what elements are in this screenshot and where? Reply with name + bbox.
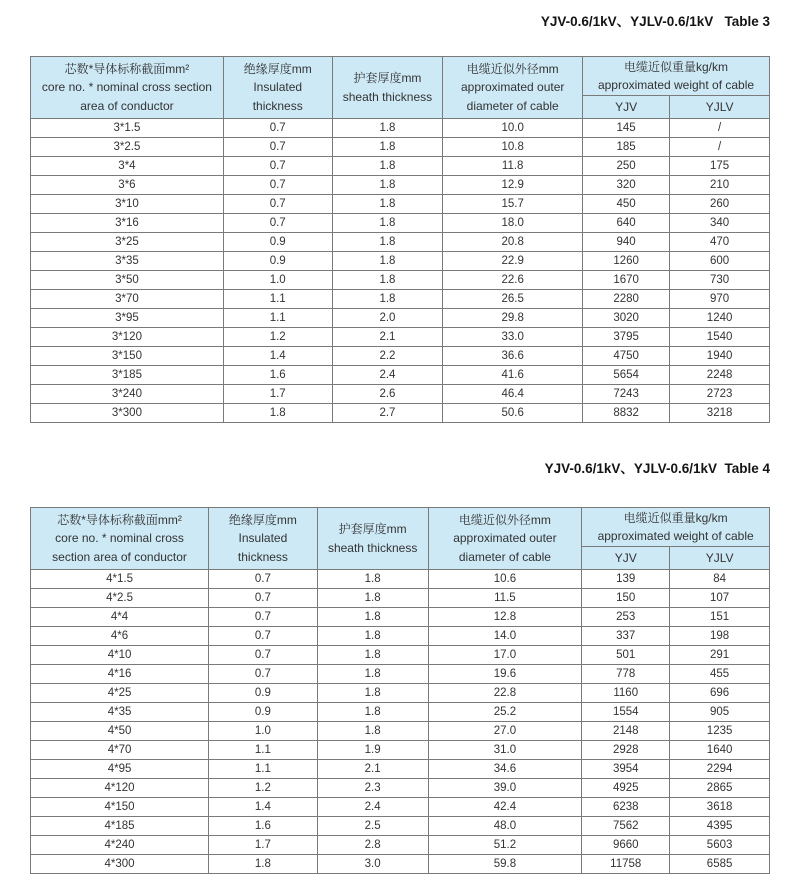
cable-spec-table-3 <box>30 56 770 423</box>
col-core-cross-section <box>31 508 209 570</box>
table-cell: 2.0 <box>332 309 443 328</box>
col-group-approx-weight <box>583 57 770 96</box>
table-cell: 1.8 <box>317 703 428 722</box>
header-line: approximated outer <box>460 80 565 95</box>
table-cell: 1.8 <box>332 157 443 176</box>
table-row <box>31 817 770 836</box>
table-cell: 1.4 <box>209 798 318 817</box>
table-cell: 1.8 <box>317 684 428 703</box>
table-row <box>31 347 770 366</box>
table-cell: 1.8 <box>317 646 428 665</box>
table-cell: 4*95 <box>31 760 209 779</box>
table-cell: 139 <box>582 570 670 589</box>
table-cell: 1.2 <box>223 328 332 347</box>
table-cell: 0.9 <box>209 684 318 703</box>
table-cell: 51.2 <box>428 836 582 855</box>
table-cell: 1.8 <box>332 252 443 271</box>
table-cell: 455 <box>670 665 770 684</box>
table-cell: 4*35 <box>31 703 209 722</box>
table-cell: 1235 <box>670 722 770 741</box>
table-cell: 1.8 <box>332 271 443 290</box>
table-cell: 0.7 <box>223 138 332 157</box>
table-cell: 3*150 <box>31 347 224 366</box>
table-cell: 2280 <box>583 290 670 309</box>
table-cell: / <box>670 138 770 157</box>
table-cell: 4*240 <box>31 836 209 855</box>
table-cell: 1540 <box>670 328 770 347</box>
table-row <box>31 741 770 760</box>
table-row <box>31 214 770 233</box>
table-cell: 3218 <box>670 404 770 423</box>
table-cell: 337 <box>582 627 670 646</box>
table-cell: 0.7 <box>209 646 318 665</box>
table-cell: 150 <box>582 589 670 608</box>
header-line: approximated weight of cable <box>597 78 755 92</box>
header-line: 芯数*导体标称截面mm² <box>64 61 190 76</box>
table-cell: 8832 <box>583 404 670 423</box>
table-cell: 107 <box>670 589 770 608</box>
table-cell: 2.6 <box>332 385 443 404</box>
table-row <box>31 328 770 347</box>
table-cell: 2.1 <box>317 760 428 779</box>
table-cell: 2148 <box>582 722 670 741</box>
table-cell: 151 <box>670 608 770 627</box>
table-cell: 3.0 <box>317 855 428 874</box>
table-row <box>31 836 770 855</box>
table-cell: 12.9 <box>443 176 583 195</box>
table-cell: 1160 <box>582 684 670 703</box>
table-cell: 1.8 <box>317 722 428 741</box>
table-cell: 145 <box>583 119 670 138</box>
table-cell: 14.0 <box>428 627 582 646</box>
table-cell: 4*300 <box>31 855 209 874</box>
table-cell: 198 <box>670 627 770 646</box>
table-cell: 253 <box>582 608 670 627</box>
table-cell: 291 <box>670 646 770 665</box>
table-row <box>31 608 770 627</box>
table-cell: 6238 <box>582 798 670 817</box>
header-line: area of conductor <box>80 98 174 113</box>
table-cell: 11.5 <box>428 589 582 608</box>
table-cell: 185 <box>583 138 670 157</box>
table-cell: 1.8 <box>332 176 443 195</box>
table-cell: 29.8 <box>443 309 583 328</box>
table-cell: 2928 <box>582 741 670 760</box>
table-cell: 260 <box>670 195 770 214</box>
table-cell: 25.2 <box>428 703 582 722</box>
table-cell: 1.8 <box>332 138 443 157</box>
table-cell: 0.7 <box>223 119 332 138</box>
table-cell: 4395 <box>670 817 770 836</box>
table4-title: YJV-0.6/1kV、YJLV-0.6/1kV Table 4 <box>544 461 770 476</box>
col-group-approx-weight <box>582 508 770 547</box>
table-cell: 1.1 <box>209 741 318 760</box>
subcol-yjlv: YJLV <box>670 96 770 119</box>
table-cell: 1.1 <box>209 760 318 779</box>
table-cell: 41.6 <box>443 366 583 385</box>
table-cell: 5654 <box>583 366 670 385</box>
table-cell: 2.8 <box>317 836 428 855</box>
table-cell: 1.2 <box>209 779 318 798</box>
table-cell: 1.8 <box>317 570 428 589</box>
header-line: 护套厚度mm <box>353 71 422 85</box>
header-line: thickness <box>252 98 303 113</box>
table-cell: 1.8 <box>332 195 443 214</box>
table-cell: 210 <box>670 176 770 195</box>
header-line: 电缆近似重量kg/km <box>623 510 728 525</box>
header-line: 芯数*导体标称截面mm² <box>57 512 182 527</box>
table-cell: 1240 <box>670 309 770 328</box>
table-cell: 175 <box>670 157 770 176</box>
table-cell: 3*4 <box>31 157 224 176</box>
table-cell: / <box>670 119 770 138</box>
table-cell: 2.3 <box>317 779 428 798</box>
table-cell: 2.4 <box>332 366 443 385</box>
table-cell: 7243 <box>583 385 670 404</box>
header-line: diameter of cable <box>466 98 559 113</box>
table-cell: 1.8 <box>332 290 443 309</box>
table-cell: 2294 <box>670 760 770 779</box>
table-cell: 31.0 <box>428 741 582 760</box>
header-line: sheath thickness <box>327 540 418 555</box>
table-cell: 12.8 <box>428 608 582 627</box>
table-cell: 1.8 <box>317 608 428 627</box>
table-cell: 10.8 <box>443 138 583 157</box>
header-line: 电缆近似重量kg/km <box>624 59 729 74</box>
table-cell: 3*16 <box>31 214 224 233</box>
table-row <box>31 703 770 722</box>
table-row <box>31 252 770 271</box>
table-cell: 1.7 <box>223 385 332 404</box>
table-cell: 1.0 <box>223 271 332 290</box>
subcol-yjv: YJV <box>583 96 670 119</box>
table-row <box>31 119 770 138</box>
table-cell: 1.8 <box>332 233 443 252</box>
table-cell: 0.7 <box>209 608 318 627</box>
header-line: thickness <box>237 549 288 564</box>
header-line: 绝缘厚度mm <box>228 512 297 527</box>
table-cell: 11.8 <box>443 157 583 176</box>
table-cell: 0.7 <box>209 665 318 684</box>
table-cell: 4750 <box>583 347 670 366</box>
table-cell: 2248 <box>670 366 770 385</box>
col-sheath-thickness <box>317 508 428 570</box>
table-cell: 10.6 <box>428 570 582 589</box>
table-cell: 340 <box>670 214 770 233</box>
table-row <box>31 779 770 798</box>
table-cell: 3618 <box>670 798 770 817</box>
table-cell: 5603 <box>670 836 770 855</box>
table-cell: 3*25 <box>31 233 224 252</box>
table-cell: 18.0 <box>443 214 583 233</box>
table-cell: 1.8 <box>317 665 428 684</box>
table-cell: 4925 <box>582 779 670 798</box>
table-cell: 26.5 <box>443 290 583 309</box>
table-cell: 34.6 <box>428 760 582 779</box>
table-cell: 970 <box>670 290 770 309</box>
header-line: core no. * nominal cross section <box>41 80 212 95</box>
table-cell: 4*2.5 <box>31 589 209 608</box>
table-cell: 4*150 <box>31 798 209 817</box>
table-cell: 3*70 <box>31 290 224 309</box>
table-cell: 6585 <box>670 855 770 874</box>
table-row <box>31 627 770 646</box>
header-line: core no. * nominal cross <box>55 531 184 546</box>
table-cell: 7562 <box>582 817 670 836</box>
table-cell: 11758 <box>582 855 670 874</box>
subcol-yjv: YJV <box>582 547 670 570</box>
table-row <box>31 855 770 874</box>
table-cell: 1.8 <box>317 589 428 608</box>
table-row <box>31 570 770 589</box>
table-cell: 501 <box>582 646 670 665</box>
table-cell: 1940 <box>670 347 770 366</box>
table-cell: 320 <box>583 176 670 195</box>
table-cell: 0.7 <box>223 195 332 214</box>
table-row <box>31 157 770 176</box>
col-sheath-thickness <box>332 57 443 119</box>
table-cell: 3*300 <box>31 404 224 423</box>
table-cell: 2.1 <box>332 328 443 347</box>
table-cell: 3954 <box>582 760 670 779</box>
table-cell: 36.6 <box>443 347 583 366</box>
table-cell: 3*10 <box>31 195 224 214</box>
table-cell: 778 <box>582 665 670 684</box>
col-outer-diameter <box>443 57 583 119</box>
table-cell: 0.9 <box>209 703 318 722</box>
table-cell: 3*6 <box>31 176 224 195</box>
table-cell: 0.7 <box>209 570 318 589</box>
table-cell: 17.0 <box>428 646 582 665</box>
table-row <box>31 309 770 328</box>
header-line: approximated weight of cable <box>597 529 754 543</box>
col-insulated-thickness <box>209 508 318 570</box>
table-row <box>31 760 770 779</box>
table-cell: 3*185 <box>31 366 224 385</box>
table-cell: 600 <box>670 252 770 271</box>
table-row <box>31 366 770 385</box>
table-cell: 3*95 <box>31 309 224 328</box>
table-row <box>31 646 770 665</box>
table-cell: 3*2.5 <box>31 138 224 157</box>
header-line: approximated outer <box>453 531 557 546</box>
table-cell: 9660 <box>582 836 670 855</box>
table-cell: 1.1 <box>223 290 332 309</box>
table-cell: 1260 <box>583 252 670 271</box>
table-cell: 4*120 <box>31 779 209 798</box>
table-cell: 2723 <box>670 385 770 404</box>
table-cell: 1.8 <box>317 627 428 646</box>
table-cell: 84 <box>670 570 770 589</box>
table-cell: 22.9 <box>443 252 583 271</box>
table-row <box>31 233 770 252</box>
table-cell: 1.1 <box>223 309 332 328</box>
table-row <box>31 404 770 423</box>
table-cell: 59.8 <box>428 855 582 874</box>
table-cell: 1.0 <box>209 722 318 741</box>
table-cell: 22.8 <box>428 684 582 703</box>
table-cell: 940 <box>583 233 670 252</box>
header-line: 电缆近似外径mm <box>466 61 559 76</box>
table-cell: 1.6 <box>209 817 318 836</box>
table-cell: 20.8 <box>443 233 583 252</box>
table-cell: 4*70 <box>31 741 209 760</box>
table-cell: 1640 <box>670 741 770 760</box>
table-cell: 42.4 <box>428 798 582 817</box>
table-cell: 1670 <box>583 271 670 290</box>
table-row <box>31 271 770 290</box>
table-cell: 15.7 <box>443 195 583 214</box>
table-cell: 4*25 <box>31 684 209 703</box>
table-cell: 1.8 <box>332 214 443 233</box>
table-cell: 3*1.5 <box>31 119 224 138</box>
table-cell: 4*50 <box>31 722 209 741</box>
table-cell: 0.9 <box>223 233 332 252</box>
table-cell: 250 <box>583 157 670 176</box>
header-line: diameter of cable <box>458 549 551 564</box>
table-cell: 2.4 <box>317 798 428 817</box>
table-cell: 1.9 <box>317 741 428 760</box>
table-cell: 27.0 <box>428 722 582 741</box>
table-cell: 4*16 <box>31 665 209 684</box>
table-cell: 10.0 <box>443 119 583 138</box>
table-cell: 22.6 <box>443 271 583 290</box>
table-row <box>31 798 770 817</box>
table-cell: 3795 <box>583 328 670 347</box>
cable-spec-table-4 <box>30 507 770 874</box>
table-cell: 640 <box>583 214 670 233</box>
header-line: Insulated <box>238 531 288 546</box>
table3-title: YJV-0.6/1kV、YJLV-0.6/1kV Table 3 <box>540 14 770 29</box>
header-line: section area of conductor <box>52 549 187 564</box>
table-cell: 696 <box>670 684 770 703</box>
table-cell: 1.8 <box>332 119 443 138</box>
table-cell: 0.7 <box>209 589 318 608</box>
table-cell: 19.6 <box>428 665 582 684</box>
table-cell: 730 <box>670 271 770 290</box>
col-outer-diameter <box>428 508 582 570</box>
table-cell: 1.6 <box>223 366 332 385</box>
table-cell: 0.7 <box>209 627 318 646</box>
table-cell: 2.2 <box>332 347 443 366</box>
table-cell: 4*185 <box>31 817 209 836</box>
table-row <box>31 684 770 703</box>
table-cell: 0.7 <box>223 157 332 176</box>
col-core-cross-section <box>31 57 224 119</box>
table-cell: 48.0 <box>428 817 582 836</box>
table-cell: 0.9 <box>223 252 332 271</box>
table-row <box>31 195 770 214</box>
table-row <box>31 665 770 684</box>
table-cell: 1.8 <box>209 855 318 874</box>
table-cell: 50.6 <box>443 404 583 423</box>
table-cell: 3020 <box>583 309 670 328</box>
table-row <box>31 176 770 195</box>
table-cell: 1.4 <box>223 347 332 366</box>
table-row <box>31 589 770 608</box>
header-line: 绝缘厚度mm <box>243 61 312 76</box>
table-row <box>31 138 770 157</box>
table-cell: 4*10 <box>31 646 209 665</box>
header-line: sheath thickness <box>342 89 433 104</box>
table-cell: 470 <box>670 233 770 252</box>
header-line: 护套厚度mm <box>338 522 407 536</box>
header-line: Insulated <box>253 80 303 95</box>
table-cell: 3*35 <box>31 252 224 271</box>
table-row <box>31 290 770 309</box>
table-cell: 46.4 <box>443 385 583 404</box>
table-cell: 33.0 <box>443 328 583 347</box>
header-line: 电缆近似外径mm <box>458 512 551 527</box>
table-cell: 1.7 <box>209 836 318 855</box>
table-row <box>31 385 770 404</box>
table-cell: 2.5 <box>317 817 428 836</box>
table-cell: 0.7 <box>223 176 332 195</box>
table-cell: 4*1.5 <box>31 570 209 589</box>
table-cell: 0.7 <box>223 214 332 233</box>
table-cell: 1.8 <box>223 404 332 423</box>
table-cell: 3*50 <box>31 271 224 290</box>
table-cell: 4*6 <box>31 627 209 646</box>
table-cell: 1554 <box>582 703 670 722</box>
table-cell: 450 <box>583 195 670 214</box>
table-cell: 3*240 <box>31 385 224 404</box>
table-row <box>31 722 770 741</box>
table-cell: 3*120 <box>31 328 224 347</box>
table-cell: 4*4 <box>31 608 209 627</box>
table-cell: 2865 <box>670 779 770 798</box>
table-cell: 905 <box>670 703 770 722</box>
table-cell: 2.7 <box>332 404 443 423</box>
table-cell: 39.0 <box>428 779 582 798</box>
subcol-yjlv: YJLV <box>670 547 770 570</box>
col-insulated-thickness <box>223 57 332 119</box>
